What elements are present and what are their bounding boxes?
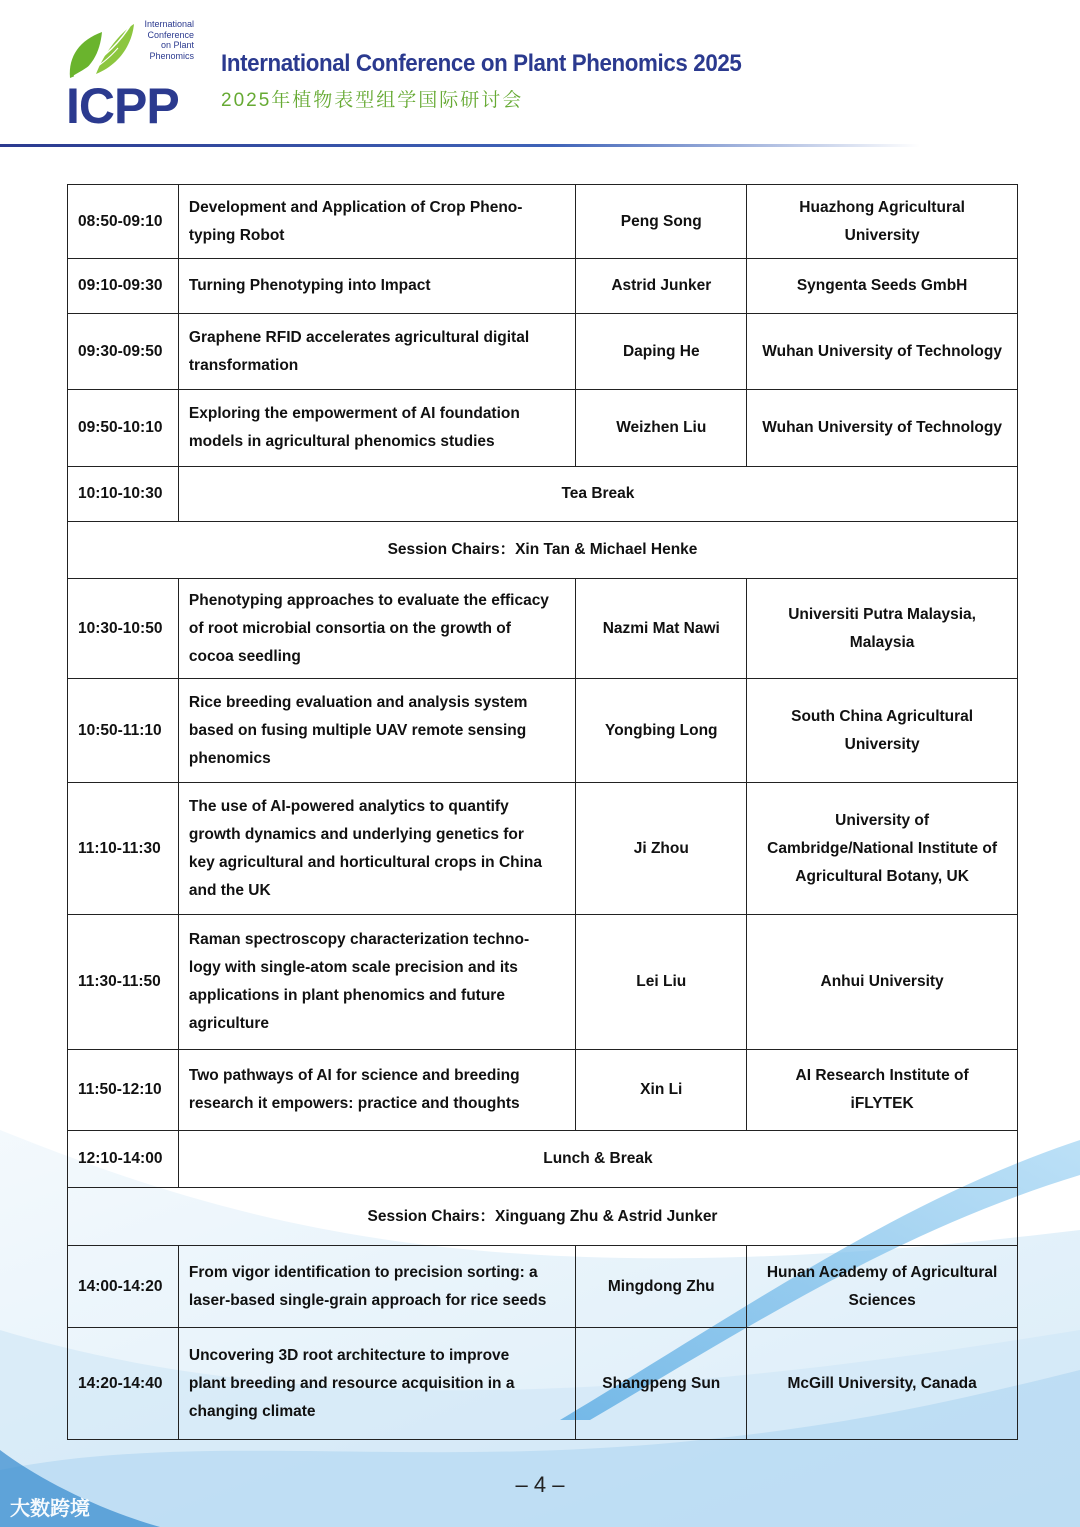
time-cell: 11:30-11:50 [68,915,179,1050]
table-row [68,1131,1018,1188]
talk-title-cell: Development and Application of Crop Pheno- typing Robot [178,185,575,259]
table-row [68,467,1018,522]
tea-break-cell: Tea Break [178,467,1017,522]
conference-title-zh: 2025年植物表型组学国际研讨会 [221,90,524,111]
institution-cell: Syngenta Seeds GmbH [747,259,1018,314]
table-row [68,522,1018,579]
time-cell: 10:10-10:30 [68,467,179,522]
institution-cell: Huazhong Agricultural University [747,185,1018,259]
table-row [68,783,1018,915]
speaker-cell: Xin Li [576,1050,747,1131]
watermark-text: 大数跨境 [10,1498,90,1520]
time-cell: 12:10-14:00 [68,1131,179,1188]
speaker-cell: Shangpeng Sun [576,1328,747,1440]
table-row [68,185,1018,259]
institution-cell: South China Agricultural University [747,679,1018,783]
table-row [68,679,1018,783]
speaker-cell: Ji Zhou [576,783,747,915]
institution-cell: Wuhan University of Technology [747,390,1018,467]
table-row [68,259,1018,314]
table-row [68,579,1018,679]
talk-title-cell: Two pathways of AI for science and breeding research it empowers: practice and thoughts [178,1050,575,1131]
session-chairs-cell: Session Chairs：Xin Tan & Michael Henke [68,522,1018,579]
talk-title-cell: Rice breeding evaluation and analysis system based on fusing multiple UAV remote sensing phenomics [178,679,575,783]
talk-title-cell: Uncovering 3D root architecture to improve plant breeding and resource acquisition in a changing climate [178,1328,575,1440]
institution-cell: Anhui University [747,915,1018,1050]
table-row [68,314,1018,390]
institution-cell: Hunan Academy of Agricultural Sciences [747,1246,1018,1328]
time-cell: 08:50-09:10 [68,185,179,259]
speaker-cell: Lei Liu [576,915,747,1050]
institution-cell: Universiti Putra Malaysia, Malaysia [747,579,1018,679]
talk-title-cell: Phenotyping approaches to evaluate the efficacy of root microbial consortia on the growth of cocoa seedling [178,579,575,679]
speaker-cell: Nazmi Mat Nawi [576,579,747,679]
institution-cell: McGill University, Canada [747,1328,1018,1440]
institution-cell: AI Research Institute of iFLYTEK [747,1050,1018,1131]
talk-title-cell: The use of AI-powered analytics to quantify growth dynamics and underlying genetics for key agricultural and horticultural crops in China and the UK [178,783,575,915]
lunch-break-cell: Lunch & Break [178,1131,1017,1188]
table-row [68,1050,1018,1131]
institution-cell: University of Cambridge/National Institute of Agricultural Botany, UK [747,783,1018,915]
speaker-cell: Yongbing Long [576,679,747,783]
page-number: – 4 – [515,1472,565,1497]
session-chairs-cell: Session Chairs：Xinguang Zhu & Astrid Junker [68,1188,1018,1246]
table-row [68,1328,1018,1440]
table-row [68,1188,1018,1246]
table-row [68,915,1018,1050]
speaker-cell: Astrid Junker [576,259,747,314]
talk-title-cell: Raman spectroscopy characterization techno- logy with single-atom scale precision and its applications in plant phenomics and future agriculture [178,915,575,1050]
header-divider [0,144,920,147]
time-cell: 14:20-14:40 [68,1328,179,1440]
table-row [68,390,1018,467]
table-row [68,1246,1018,1328]
conference-title-en: International Conference on Plant Phenomics 2025 [221,50,742,77]
talk-title-cell: Exploring the empowerment of AI foundation models in agricultural phenomics studies [178,390,575,467]
time-cell: 14:00-14:20 [68,1246,179,1328]
logo-wordmark: ICPP [66,78,179,134]
time-cell: 09:30-09:50 [68,314,179,390]
time-cell: 11:10-11:30 [68,783,179,915]
speaker-cell: Mingdong Zhu [576,1246,747,1328]
time-cell: 10:30-10:50 [68,579,179,679]
talk-title-cell: Turning Phenotyping into Impact [178,259,575,314]
schedule-table [67,184,1018,1440]
time-cell: 10:50-11:10 [68,679,179,783]
time-cell: 09:10-09:30 [68,259,179,314]
speaker-cell: Weizhen Liu [576,390,747,467]
logo-caption: International Conference on Plant Phenomics [144,19,194,61]
speaker-cell: Daping He [576,314,747,390]
time-cell: 09:50-10:10 [68,390,179,467]
institution-cell: Wuhan University of Technology [747,314,1018,390]
time-cell: 11:50-12:10 [68,1050,179,1131]
talk-title-cell: Graphene RFID accelerates agricultural digital transformation [178,314,575,390]
page-header [0,0,1080,150]
talk-title-cell: From vigor identification to precision sorting: a laser-based single-grain approach for rice seeds [178,1246,575,1328]
speaker-cell: Peng Song [576,185,747,259]
